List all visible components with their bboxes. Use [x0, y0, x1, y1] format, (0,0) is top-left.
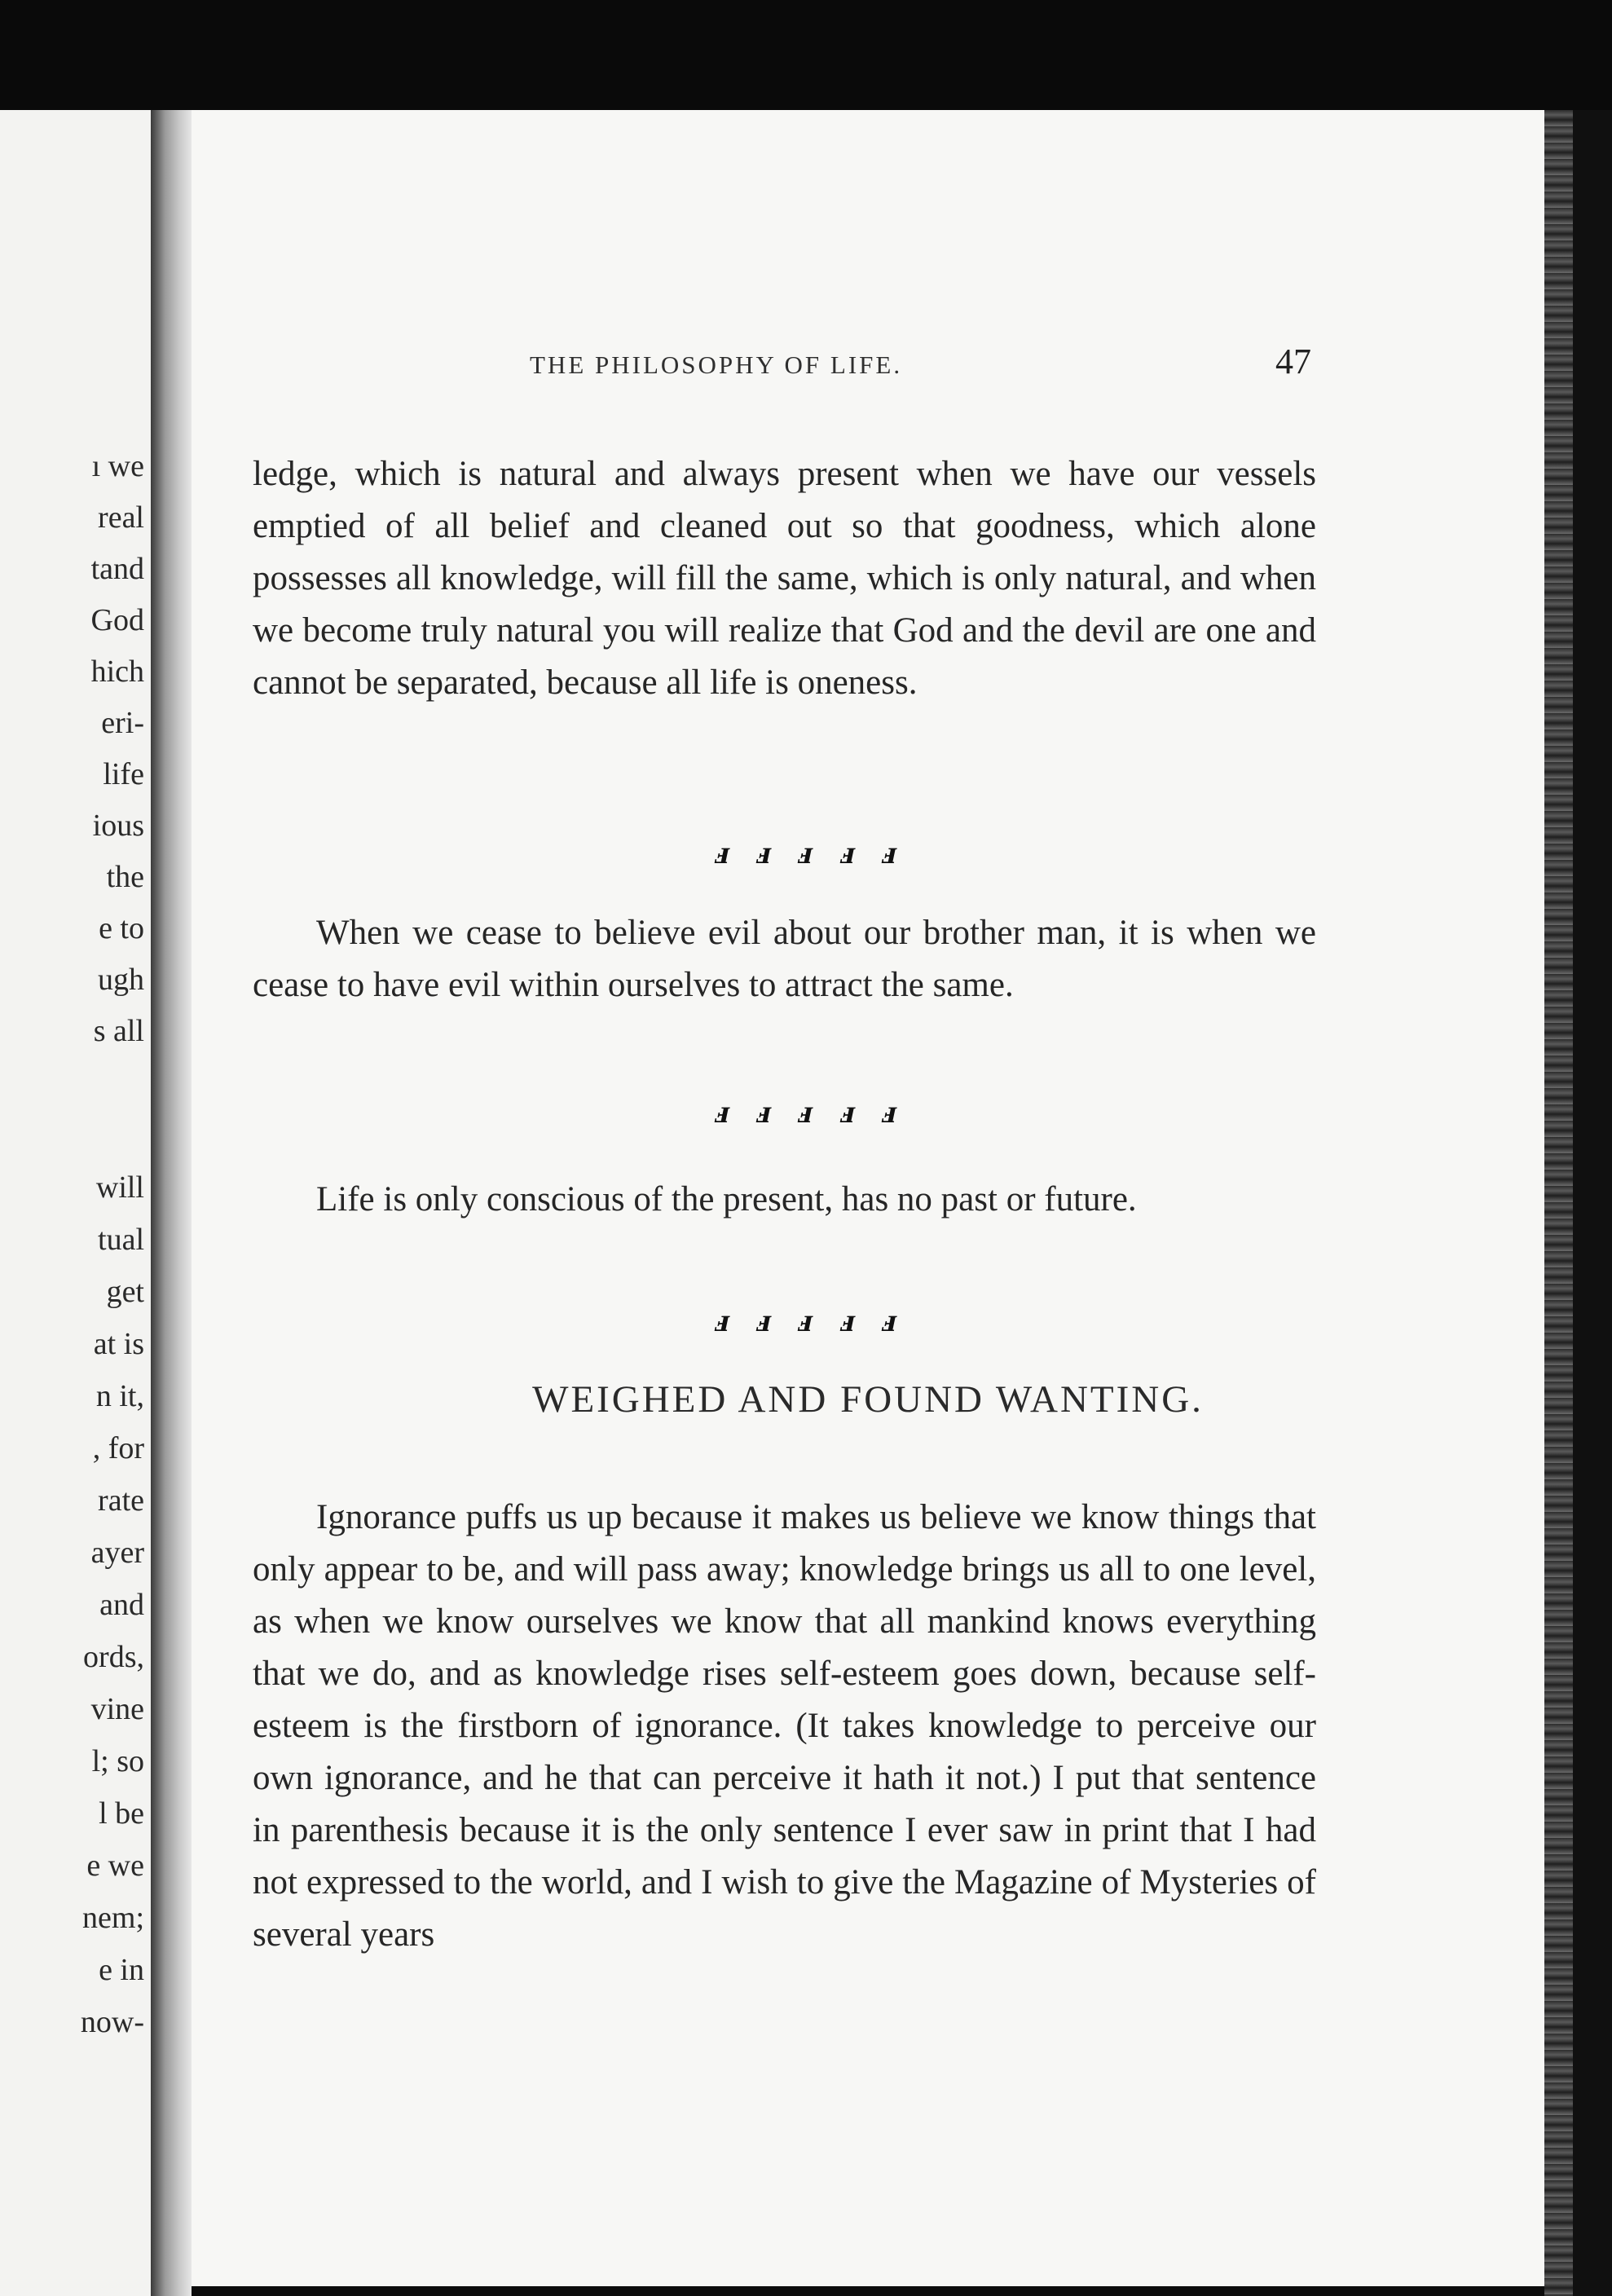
scan-top-border	[0, 0, 1612, 110]
facing-page-line: nem;	[82, 1901, 144, 1935]
paragraph	[253, 907, 1316, 1011]
facing-page-line: e we	[86, 1849, 144, 1883]
facing-page-line: rate	[98, 1483, 144, 1518]
facing-page-line: ords,	[83, 1640, 144, 1674]
paragraph	[253, 1174, 1316, 1226]
printers-flourish-icon: ⅎ	[835, 1093, 860, 1130]
facing-page-line: vine	[90, 1692, 144, 1726]
facing-page-line: hich	[90, 654, 144, 689]
printers-flourish-icon: ⅎ	[711, 1093, 735, 1130]
facing-page-line: now-	[80, 2005, 144, 2039]
printers-flourish-icon: ⅎ	[794, 1302, 818, 1338]
printers-flourish-icon: ⅎ	[835, 834, 860, 870]
printers-flourish-icon: ⅎ	[752, 834, 777, 870]
facing-page-line: God	[90, 603, 144, 637]
facing-page-line: tual	[98, 1223, 144, 1257]
facing-page-line: and	[99, 1588, 144, 1622]
printers-flourish-icon: ⅎ	[752, 1302, 777, 1338]
facing-page-line: ı we	[91, 449, 144, 483]
facing-page-line: real	[98, 500, 144, 535]
facing-page-line: , for	[92, 1431, 144, 1465]
facing-page-line: eri-	[101, 706, 144, 740]
section-title: WEIGHED AND FOUND WANTING.	[532, 1378, 1204, 1421]
section-divider	[0, 1301, 1612, 1339]
section-divider	[0, 833, 1612, 871]
paragraph-text: Life is only conscious of the present, has no past or future.	[316, 1180, 1137, 1219]
facing-page-line: ugh	[98, 963, 144, 997]
scan-right-border	[1573, 110, 1612, 2296]
book-gutter-shadow	[151, 110, 192, 2296]
running-head: THE PHILOSOPHY OF LIFE.	[530, 350, 903, 379]
printers-flourish-icon: ⅎ	[877, 1302, 901, 1338]
facing-page-line: e in	[99, 1953, 144, 1987]
facing-page-line: will	[95, 1170, 144, 1205]
paragraph	[253, 1492, 1316, 1961]
facing-page-line: the	[106, 860, 144, 894]
facing-page-line: ayer	[90, 1536, 144, 1570]
facing-page-line: e to	[99, 911, 144, 945]
printers-flourish-icon: ⅎ	[877, 1093, 901, 1130]
facing-page-line: l; so	[91, 1744, 144, 1778]
facing-page-line: life	[103, 757, 144, 791]
facing-page-line: l be	[99, 1796, 144, 1831]
facing-page-line: at is	[93, 1327, 144, 1361]
printers-flourish-icon: ⅎ	[794, 834, 818, 870]
printers-flourish-icon: ⅎ	[835, 1302, 860, 1338]
printers-flourish-icon: ⅎ	[711, 1302, 735, 1338]
scan-bottom-border	[192, 2286, 1544, 2296]
printers-flourish-icon: ⅎ	[711, 834, 735, 870]
printers-flourish-icon: ⅎ	[794, 1093, 818, 1130]
facing-page-line: get	[106, 1275, 144, 1309]
page-edge-stack	[1544, 110, 1573, 2296]
facing-page-fragment	[0, 110, 151, 2296]
paragraph-text: Ignorance puffs us up because it makes us believe we know things that only appear to be, and will pass away; knowledge brings us all to one level, as when we know ourselves we know that all mankind knows everything that we do, and as knowledge rises self-esteem goes down, because self-esteem is the firstborn of ignorance. (It takes knowledge to perceive our own ignorance, and he that can perceive it hath it not.) I put that sentence in parenthesis because it is the only sentence I ever saw in print that I had not expressed to the world, and I wish to give the Magazine of Mysteries of several years	[253, 1498, 1316, 1954]
facing-page-line: n it,	[95, 1379, 144, 1413]
section-divider	[0, 1092, 1612, 1130]
facing-page-line: s all	[93, 1014, 144, 1048]
paragraph-text: ledge, which is natural and always present when we have our vessels emptied of all belief and cleaned out so that goodness, which alone possesses all knowledge, will fill the same, which is only natural, and when we become truly natural you will realize that God and the devil are one and cannot be separated, because all life is oneness.	[253, 455, 1316, 702]
facing-page-line: ious	[92, 809, 144, 843]
printers-flourish-icon: ⅎ	[752, 1093, 777, 1130]
paragraph-continuation	[253, 448, 1316, 709]
paragraph-text: When we cease to believe evil about our brother man, it is when we cease to have evil within ourselves to attract the same.	[253, 914, 1316, 1004]
printers-flourish-icon: ⅎ	[877, 834, 901, 870]
facing-page-line: tand	[90, 552, 144, 586]
page-number: 47	[1275, 342, 1311, 381]
